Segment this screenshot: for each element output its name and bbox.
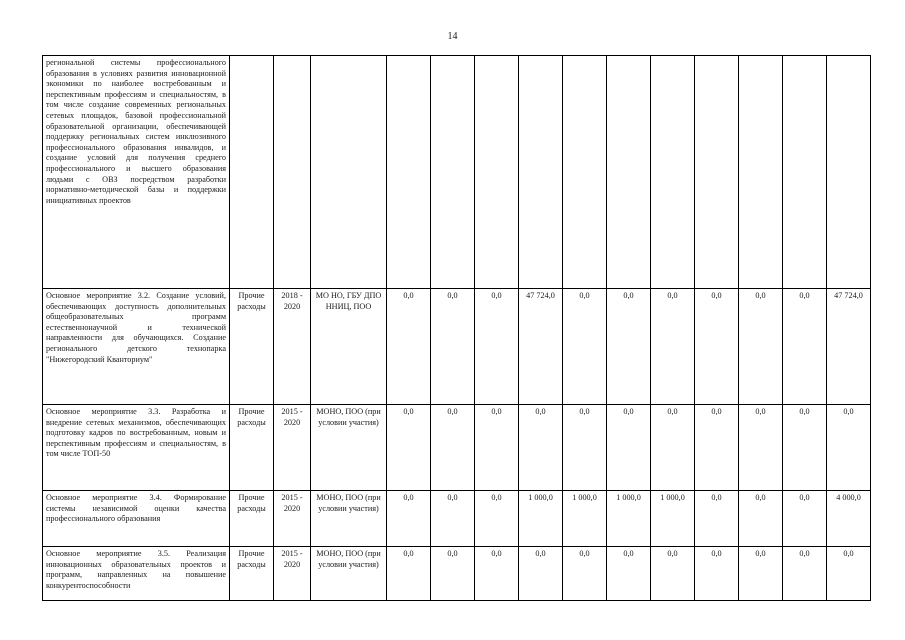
amount-cell: 0,0 xyxy=(827,405,871,491)
amount-cell: 0,0 xyxy=(519,547,563,601)
amount-cell: 0,0 xyxy=(475,405,519,491)
funding-source-cell: Прочие расходы xyxy=(230,405,274,491)
program-table xyxy=(42,55,871,601)
amount-cell xyxy=(563,56,607,289)
amount-cell: 0,0 xyxy=(695,289,739,405)
amount-cell: 0,0 xyxy=(739,405,783,491)
amount-cell: 47 724,0 xyxy=(519,289,563,405)
amount-cell xyxy=(783,56,827,289)
amount-cell xyxy=(519,56,563,289)
activity-description-cell: региональной системы профессионального образования в условиях развития инновационной экономики по наиболее востребованным и перспективным профессиям и специальностям, в том числе создание современных региональных сетевых площадок, базовой профессиональной образовательной организации, обеспечивающей поддержку региональных систем инклюзивного профессионального образования инвалидов, и создание условий для получения среднего профессионального и высшего образования людьми с ОВЗ посредством разработки нормативно-методической базы и поддержки инициативных проектов xyxy=(43,56,230,289)
amount-cell: 0,0 xyxy=(431,491,475,547)
amount-cell: 0,0 xyxy=(431,289,475,405)
activity-description-cell: Основное мероприятие 3.5. Реализация инновационных образовательных проектов и программ, направленных на повышение конкурентоспособности xyxy=(43,547,230,601)
amount-cell xyxy=(827,56,871,289)
amount-cell: 1 000,0 xyxy=(607,491,651,547)
amount-cell: 0,0 xyxy=(783,405,827,491)
amount-cell: 1 000,0 xyxy=(519,491,563,547)
amount-cell xyxy=(651,56,695,289)
funding-source-cell: Прочие расходы xyxy=(230,547,274,601)
executor-cell xyxy=(311,56,387,289)
amount-cell: 4 000,0 xyxy=(827,491,871,547)
activity-description-cell: Основное мероприятие 3.2. Создание условий, обеспечивающих доступность дополнительных общеобразовательных программ естественнонаучной и технической направленности для обучающихся. Создание регионального детского технопарка "Нижегородский Кванториум" xyxy=(43,289,230,405)
amount-cell: 0,0 xyxy=(695,491,739,547)
amount-cell: 0,0 xyxy=(783,289,827,405)
amount-cell xyxy=(475,56,519,289)
executor-cell: МОНО, ПОО (при условии участия) xyxy=(311,547,387,601)
table-row xyxy=(43,491,871,547)
amount-cell: 0,0 xyxy=(651,405,695,491)
amount-cell: 0,0 xyxy=(695,547,739,601)
amount-cell: 47 724,0 xyxy=(827,289,871,405)
amount-cell: 0,0 xyxy=(783,491,827,547)
period-cell: 2015 - 2020 xyxy=(274,547,311,601)
amount-cell xyxy=(695,56,739,289)
amount-cell: 0,0 xyxy=(431,547,475,601)
period-cell: 2018 - 2020 xyxy=(274,289,311,405)
amount-cell xyxy=(387,56,431,289)
amount-cell: 0,0 xyxy=(783,547,827,601)
amount-cell: 0,0 xyxy=(651,289,695,405)
amount-cell: 0,0 xyxy=(607,289,651,405)
page-number: 14 xyxy=(447,31,458,42)
amount-cell: 1 000,0 xyxy=(651,491,695,547)
table-row xyxy=(43,56,871,289)
executor-cell: МОНО, ПОО (при условии участия) xyxy=(311,405,387,491)
table-row xyxy=(43,547,871,601)
amount-cell: 0,0 xyxy=(607,405,651,491)
period-cell: 2015 - 2020 xyxy=(274,405,311,491)
amount-cell: 0,0 xyxy=(563,405,607,491)
executor-cell: МОНО, ПОО (при условии участия) xyxy=(311,491,387,547)
amount-cell: 0,0 xyxy=(387,405,431,491)
funding-source-cell: Прочие расходы xyxy=(230,491,274,547)
amount-cell: 0,0 xyxy=(475,491,519,547)
amount-cell: 0,0 xyxy=(695,405,739,491)
period-cell xyxy=(274,56,311,289)
amount-cell: 0,0 xyxy=(739,547,783,601)
activity-description-cell: Основное мероприятие 3.3. Разработка и внедрение сетевых механизмов, обеспечивающих подготовку кадров по востребованным, новым и перспективным профессиям и специальностям, в том числе ТОП-50 xyxy=(43,405,230,491)
amount-cell: 0,0 xyxy=(563,547,607,601)
amount-cell xyxy=(739,56,783,289)
table-row xyxy=(43,405,871,491)
amount-cell: 0,0 xyxy=(651,547,695,601)
period-cell: 2015 - 2020 xyxy=(274,491,311,547)
amount-cell: 0,0 xyxy=(739,289,783,405)
amount-cell: 0,0 xyxy=(475,547,519,601)
amount-cell: 0,0 xyxy=(431,405,475,491)
amount-cell: 0,0 xyxy=(387,547,431,601)
amount-cell: 0,0 xyxy=(563,289,607,405)
amount-cell: 0,0 xyxy=(387,491,431,547)
funding-source-cell: Прочие расходы xyxy=(230,289,274,405)
amount-cell: 0,0 xyxy=(607,547,651,601)
amount-cell xyxy=(607,56,651,289)
amount-cell: 0,0 xyxy=(519,405,563,491)
amount-cell: 0,0 xyxy=(739,491,783,547)
amount-cell xyxy=(431,56,475,289)
activity-description-cell: Основное мероприятие 3.4. Формирование системы независимой оценки качества профессионального образования xyxy=(43,491,230,547)
executor-cell: МО НО, ГБУ ДПО ННИЦ, ПОО xyxy=(311,289,387,405)
amount-cell: 1 000,0 xyxy=(563,491,607,547)
amount-cell: 0,0 xyxy=(827,547,871,601)
amount-cell: 0,0 xyxy=(475,289,519,405)
amount-cell: 0,0 xyxy=(387,289,431,405)
table-row xyxy=(43,289,871,405)
funding-source-cell xyxy=(230,56,274,289)
